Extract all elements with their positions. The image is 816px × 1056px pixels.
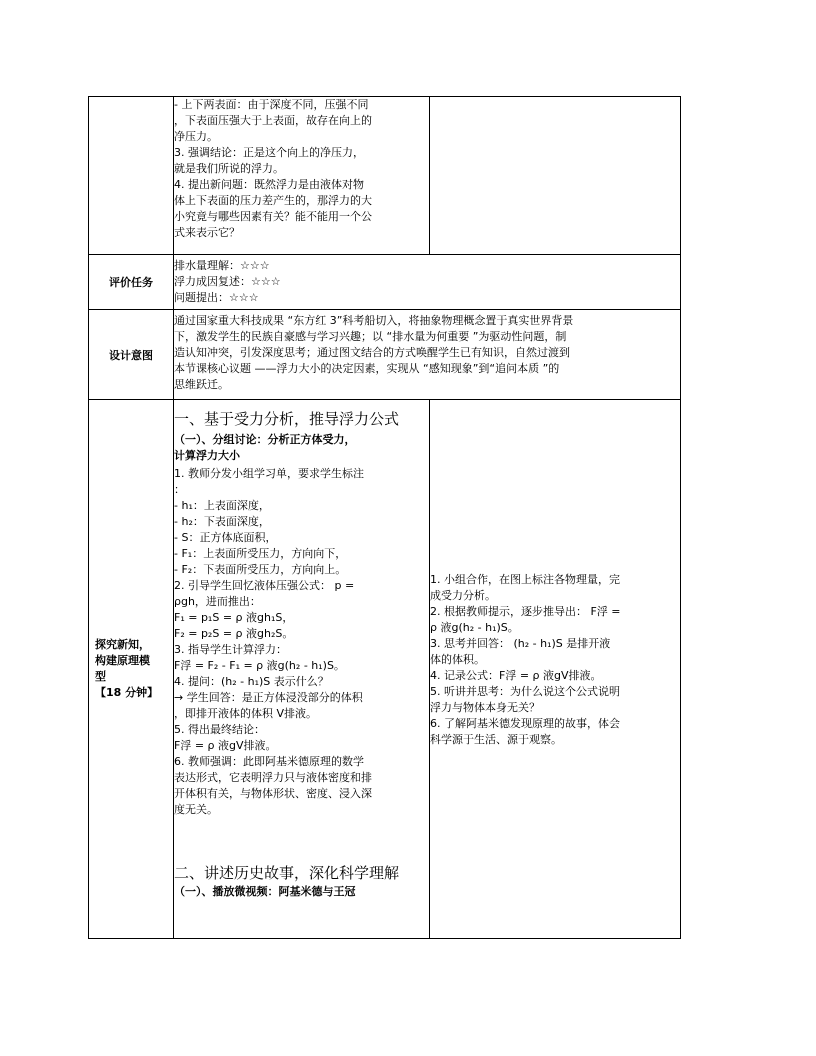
text-line: 成受力分析。 xyxy=(430,589,496,602)
text-line: → 学生回答：是正方体浸没部分的体积 xyxy=(174,691,363,704)
evaluation-content xyxy=(174,255,681,310)
design-intent-text xyxy=(174,313,680,393)
text-line: 型 xyxy=(95,670,106,683)
teacher-activity-text xyxy=(174,466,429,818)
text-line: 排水量理解：☆☆☆ xyxy=(174,259,270,272)
text-line: 通过国家重大科技成果 “东方红 3”科考船切入，将抽象物理概念置于真实世界背景 xyxy=(174,314,574,327)
subheading-group-discussion xyxy=(174,432,429,464)
text-line: 科学源于生活、源于观察。 xyxy=(430,733,562,746)
explore-teacher-cell xyxy=(174,400,430,939)
text-line: ρ 液g(h₂ - h₁)S。 xyxy=(430,621,519,634)
text-line: 计算浮力大小 xyxy=(174,449,240,462)
text-line: 问题提出：☆☆☆ xyxy=(174,291,259,304)
text-line: 思维跃迁。 xyxy=(174,378,229,391)
text-line: ，即排开液体的体积 V排液。 xyxy=(174,707,318,720)
text-line: 2. 引导学生回忆液体压强公式： p = xyxy=(174,579,355,592)
text-line: 净压力。 xyxy=(174,130,218,143)
text-line: 就是我们所说的浮力。 xyxy=(174,162,284,175)
row1-teacher-cell xyxy=(174,97,430,255)
text-line: 开体积有关，与物体形状、密度、浸入深 xyxy=(174,787,372,800)
text-line: 4. 记录公式：F浮 = ρ 液gV排液。 xyxy=(430,669,602,682)
text-line: 5. 得出最终结论： xyxy=(174,723,265,736)
explore-student-cell xyxy=(430,400,681,939)
explore-label xyxy=(89,400,174,939)
text-line: ，下表面压强大于上表面，故存在向上的 xyxy=(174,114,372,127)
text-line: F₁ = p₁S = ρ 液gh₁S， xyxy=(174,611,294,624)
evaluation-label: 评价任务 xyxy=(89,255,174,310)
text-line: 6. 了解阿基米德发现原理的故事，体会 xyxy=(430,717,620,730)
text-line: 浮力与物体本身无关？ xyxy=(430,701,540,714)
text-line: - h₂：下表面深度， xyxy=(174,515,270,528)
text-line: 探究新知， xyxy=(95,638,150,651)
text-line: 4. 提出新问题：既然浮力是由液体对物 xyxy=(174,178,364,191)
section-heading-history: 二、讲述历史故事，深化科学理解 xyxy=(174,864,400,882)
text-line: F浮 = ρ 液gV排液。 xyxy=(174,739,277,752)
text-line: 浮力成因复述：☆☆☆ xyxy=(174,275,281,288)
text-line: 1. 教师分发小组学习单，要求学生标注 xyxy=(174,467,364,480)
text-line: 表达形式，它表明浮力只与液体密度和排 xyxy=(174,771,372,784)
text-line: ρgh，进而推出： xyxy=(174,595,261,608)
text-line: 下，激发学生的民族自豪感与学习兴趣；以 “排水量为何重要 ”为驱动性问题，制 xyxy=(174,330,567,343)
evaluation-items xyxy=(174,258,680,306)
text-line: 造认知冲突，引发深度思考；通过图文结合的方式唤醒学生已有知识，自然过渡到 xyxy=(174,346,570,359)
text-line: 【18 分钟】 xyxy=(95,686,159,699)
text-line: 1. 小组合作，在图上标注各物理量，完 xyxy=(430,573,620,586)
subheading-micro-video: （一）、播放微视频：阿基米德与王冠 xyxy=(174,885,356,898)
row-design-intent xyxy=(89,310,681,400)
text-line: F浮 = F₂ - F₁ = ρ 液g(h₂ - h₁)S。 xyxy=(174,659,345,672)
text-line: - F₁：上表面所受压力，方向向下， xyxy=(174,547,347,560)
text-line: 体上下表面的压力差产生的，那浮力的大 xyxy=(174,194,372,207)
text-line: 小究竟与哪些因素有关？能不能用一个公 xyxy=(174,210,372,223)
design-intent-label: 设计意图 xyxy=(89,310,174,400)
text-line: - F₂：下表面所受压力，方向向上。 xyxy=(174,563,347,576)
row-evaluation-task xyxy=(89,255,681,310)
design-intent-content xyxy=(174,310,681,400)
row1-text xyxy=(174,97,429,241)
text-line: （一）、分组讨论：分析正方体受力， xyxy=(174,433,356,446)
text-line: F₂ = p₂S = ρ 液gh₂S。 xyxy=(174,627,294,640)
text-line: 体的体积。 xyxy=(430,653,485,666)
text-line: ： xyxy=(174,483,185,496)
text-line: 3. 指导学生计算浮力： xyxy=(174,643,287,656)
text-line: 3. 强调结论：正是这个向上的净压力， xyxy=(174,146,364,159)
text-line: 5. 听讲并思考：为什么说这个公式说明 xyxy=(430,685,620,698)
text-line: - S：正方体底面积， xyxy=(174,531,277,544)
text-line: - 上下两表面：由于深度不同，压强不同 xyxy=(174,98,369,111)
text-line: 3. 思考并回答： (h₂ - h₁)S 是排开液 xyxy=(430,637,611,650)
text-line: 构建原理模 xyxy=(95,654,150,667)
row1-student-cell xyxy=(430,97,681,255)
text-line: 本节课核心议题 ——浮力大小的决定因素，实现从 “感知现象”到“追问本质 ”的 xyxy=(174,362,560,375)
row-force-analysis-conclusion xyxy=(89,97,681,255)
row-explore-new-knowledge xyxy=(89,400,681,939)
row1-label-cell xyxy=(89,97,174,255)
text-line: 4. 提问：(h₂ - h₁)S 表示什么？ xyxy=(174,675,329,688)
explore-label-text xyxy=(95,637,173,701)
student-activity-text xyxy=(430,572,680,748)
text-line: - h₁：上表面深度， xyxy=(174,499,270,512)
text-line: 6. 教师强调：此即阿基米德原理的数学 xyxy=(174,755,364,768)
section-heading-formula: 一、基于受力分析，推导浮力公式 xyxy=(174,410,400,428)
text-line: 度无关。 xyxy=(174,803,218,816)
lesson-plan-table xyxy=(88,96,681,939)
text-line: 式来表示它？ xyxy=(174,226,240,239)
text-line: 2. 根据教师提示，逐步推导出： F浮 = xyxy=(430,605,621,618)
